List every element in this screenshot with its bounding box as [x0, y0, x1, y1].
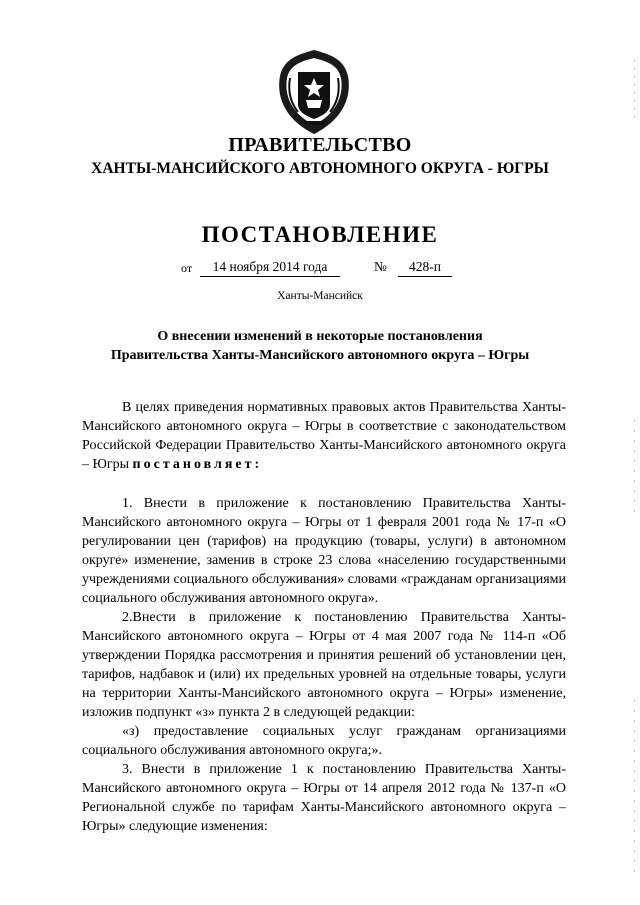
item-2-paragraph: 2.Внести в приложение к постановлению Правительства Ханты-Мансийского автономного округа – Югры от 4 мая 2007 года № 114-п «Об утверждении Порядка рассмотрения и принятия решений об установлении цен, тарифов, надбавок и (или) их предельных уровней на отдельные товары, услуги на территории Ханты-Мансийского автономного округа – Югры» изменение, изложив подпункт «з» пункта 2 в следующей редакции: [82, 610, 566, 720]
coat-of-arms-emblem [276, 48, 352, 136]
item-3-paragraph: 3. Внести в приложение 1 к постановлению Правительства Ханты-Мансийского автономного округа – Югры от 14 апреля 2012 года № 137-п «О Региональной службе по тарифам Ханты-Мансийского автономного округа – Югры» следующие изменения: [82, 762, 566, 834]
document-date: 14 ноября 2014 года [200, 259, 340, 277]
subject-line-1: О внесении изменений в некоторые постановления [157, 329, 483, 344]
city-name: Ханты-Мансийск [277, 290, 363, 302]
preamble-text: В целях приведения нормативных правовых актов Правительства Ханты-Мансийского автономного округа – Югры в соответствие с законодательством Российской Федерации Правительство Ханты-Мансийского автономного округа – Югры [82, 400, 566, 472]
item-2-quote-paragraph: «з) предоставление социальных услуг гражданам организациями социального обслуживания автономного округа;». [82, 724, 566, 758]
scan-edge-marks [633, 0, 636, 905]
document-subject [100, 327, 540, 365]
resolves-word: постановляет: [132, 457, 263, 472]
number-sign: № [374, 259, 387, 274]
government-title: ПРАВИТЕЛЬСТВО [228, 134, 412, 156]
document-body [82, 398, 566, 836]
document-number: 428-п [398, 259, 452, 277]
subject-line-2: Правительства Ханты-Мансийского автономного округа – Югры [110, 348, 530, 363]
preamble-paragraph [82, 398, 566, 474]
document-type-title: ПОСТАНОВЛЕНИЕ [201, 222, 439, 247]
region-title: ХАНТЫ-МАНСИЙСКОГО АВТОНОМНОГО ОКРУГА - ЮГРЫ [91, 160, 549, 177]
date-prefix: от [181, 261, 193, 275]
item-1-paragraph: 1. Внести в приложение к постановлению Правительства Ханты-Мансийского автономного округа – Югры от 1 февраля 2001 года № 17-п «О регулировании цен (тарифов) на продукцию (товары, услуги) в автономном округе» изменение, заменив в строке 23 слова «населению государственными учреждениями социального обслуживания» словами «гражданам организациями социального обслуживания автономного округа». [82, 496, 566, 606]
